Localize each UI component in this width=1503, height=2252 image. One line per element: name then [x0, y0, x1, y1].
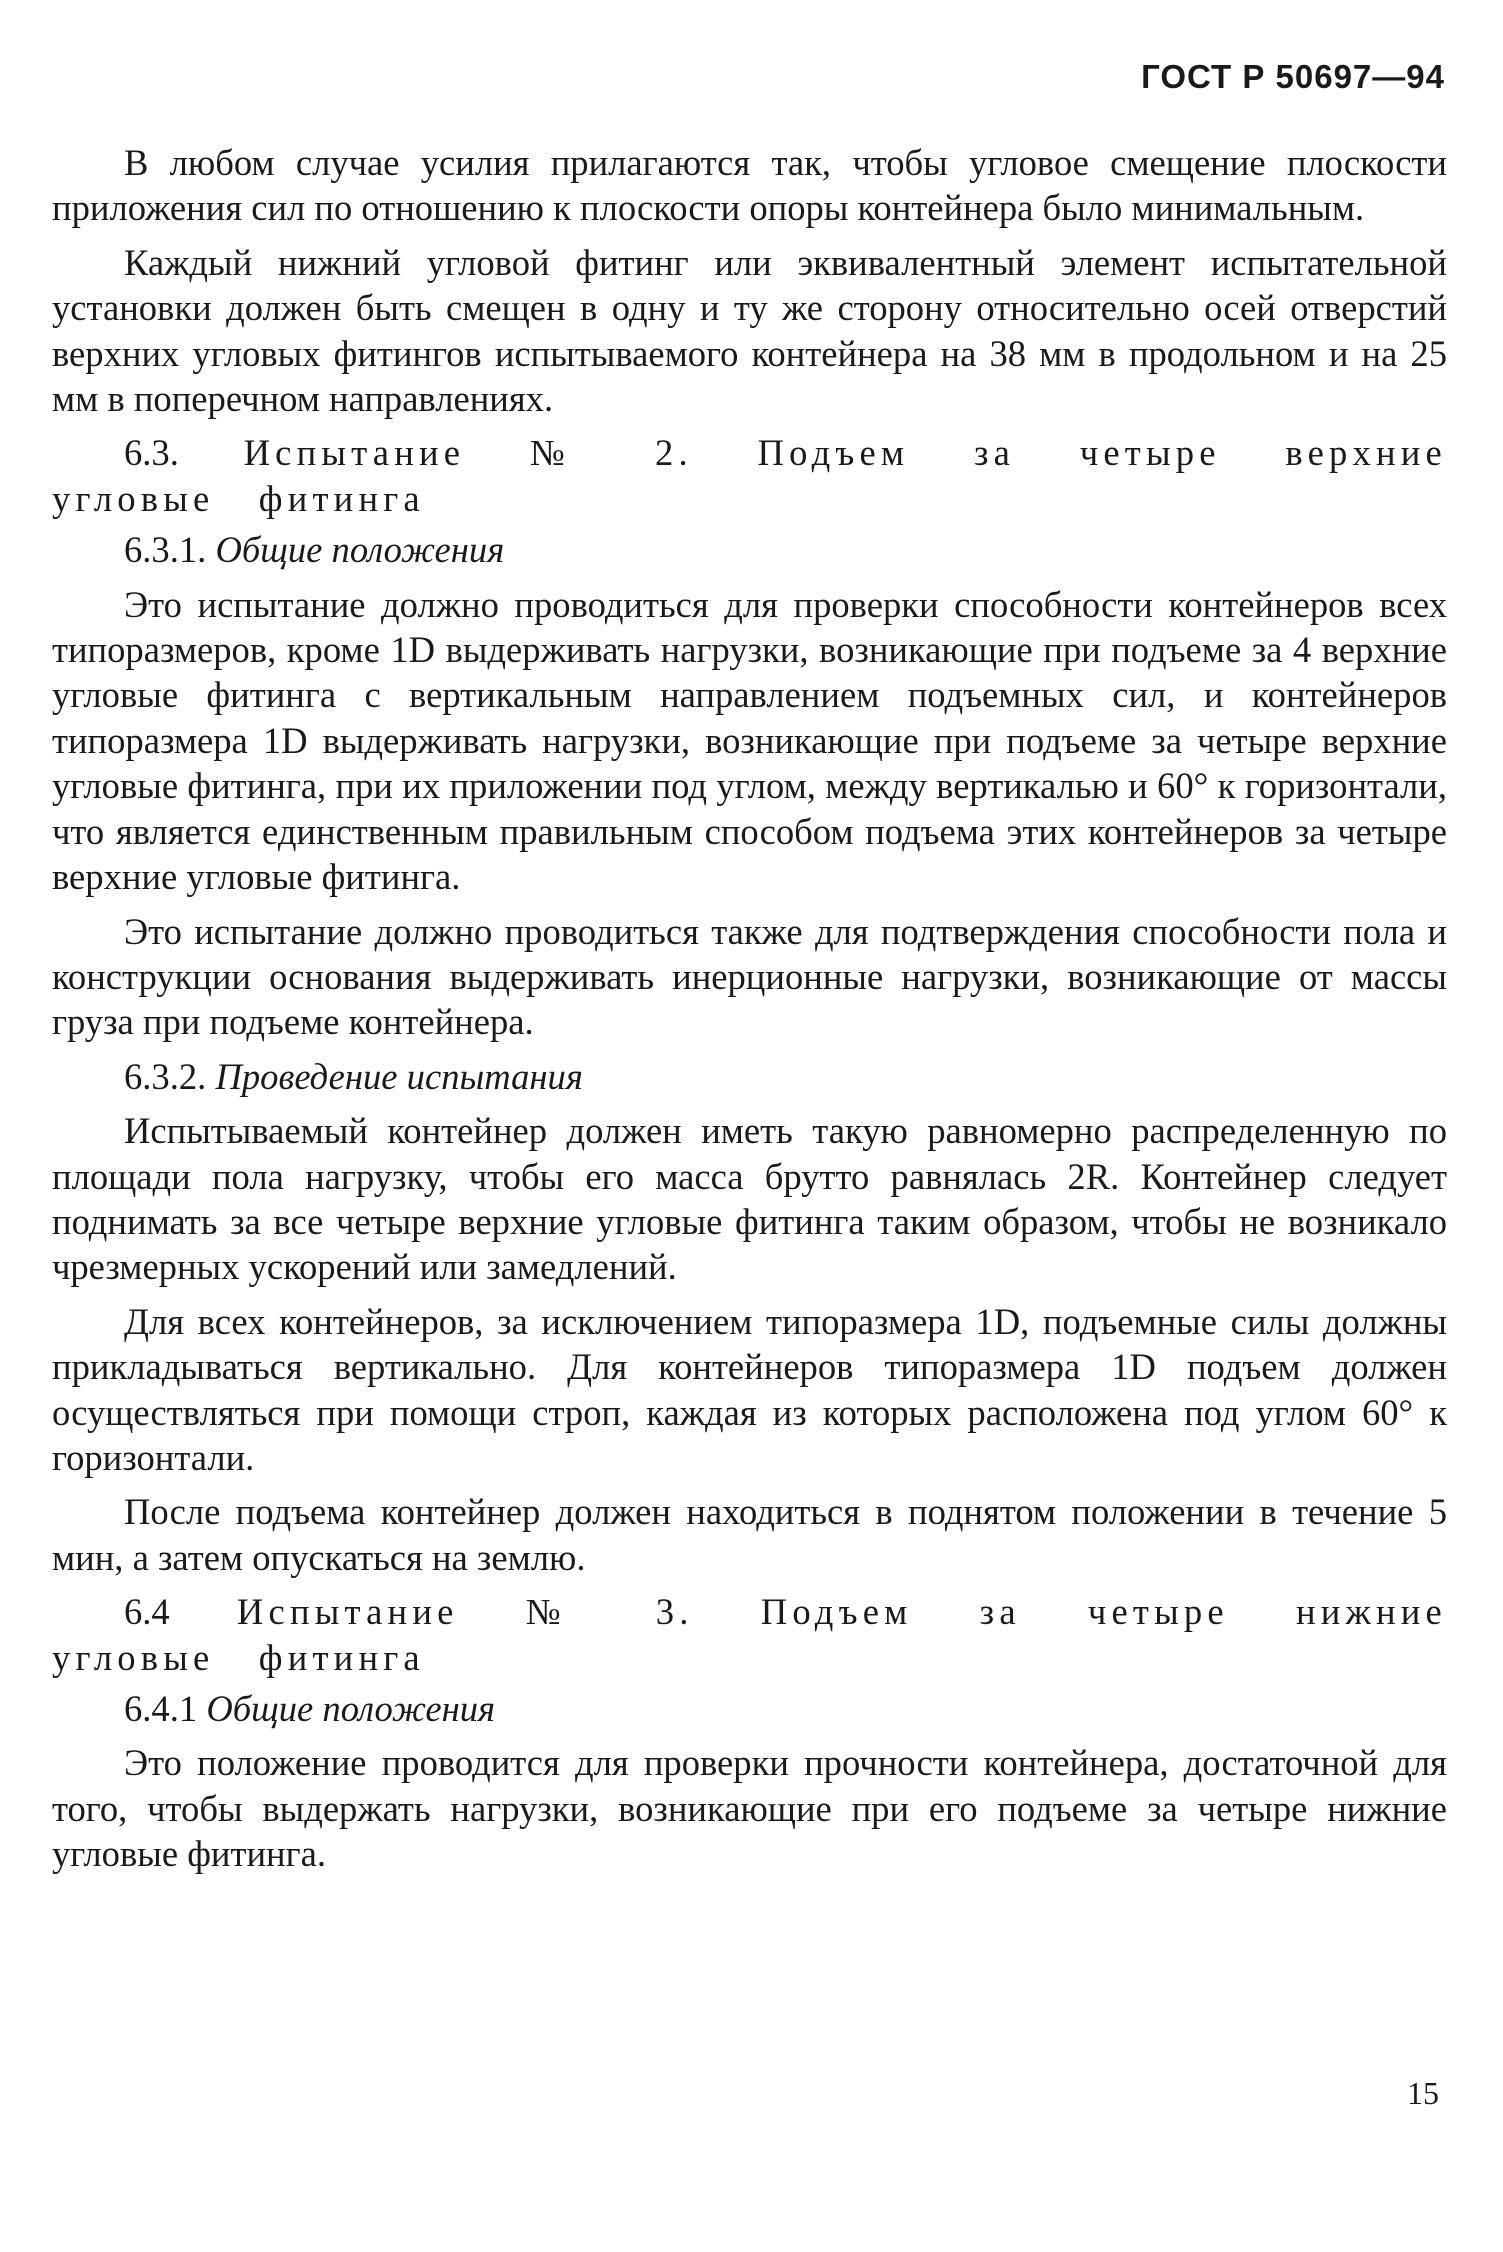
section-6-3-2-title: Проведение испытания: [215, 1055, 583, 1097]
page-number: 15: [1407, 2075, 1439, 2111]
section-6-4-title: Испытание № 3. Подъем за четыре нижние угловые фитинга: [52, 1591, 1447, 1678]
section-6-4-1-number: 6.4.1: [124, 1688, 198, 1729]
section-6-3-number: 6.3.: [124, 432, 179, 474]
paragraph-7: После подъема контейнер должен находиться в поднятом положении в течение 5 мин, а затем опускаться на землю.: [52, 1491, 1447, 1578]
paragraph-2: Каждый нижний угловой фитинг или эквивалентный элемент испытательной установки должен быть смещен в одну и ту же сторону относительно осей отверстий верхних угловых фитингов испытываемого контейнера на 38 мм в продольном и на 25 мм в поперечном направлениях.: [52, 241, 1447, 420]
section-6-3-title: Испытание № 2. Подъем за четыре верхние угловые фитинга: [52, 432, 1447, 519]
section-6-3-heading: [52, 430, 1447, 521]
section-6-4-1-title: Общие положения: [206, 1688, 496, 1729]
section-6-3-2-heading: [52, 1054, 1447, 1099]
paragraph-1: В любом случае усилия прилагаются так, чтобы угловое смещение плоскости приложения сил по отношению к плоскости опоры контейнера было минимальным.: [52, 142, 1447, 229]
paragraph-5: Испытываемый контейнер должен иметь такую равномерно распределенную по площади пола нагрузку, чтобы его масса брутто равнялась 2R. Контейнер следует поднимать за все четыре верхние угловые фитинга таким образом, чтобы не возникало чрезмерных ускорений или замедлений.: [52, 1110, 1447, 1288]
section-6-4-1-heading: [52, 1686, 1447, 1731]
paragraph-8: Это положение проводится для проверки прочности контейнера, достаточной для того, чтобы выдержать нагрузки, возникающие при его подъеме за четыре нижние угловые фитинга.: [52, 1742, 1447, 1875]
section-6-4-heading: [52, 1589, 1447, 1680]
paragraph-6: Для всех контейнеров, за исключением типоразмера 1D, подъемные силы должны прикладываться вертикально. Для контейнеров типоразмера 1D подъем должен осуществляться при помощи строп, каждая из которых расположена под углом 60° к горизонтали.: [52, 1300, 1447, 1478]
section-6-3-1-number: 6.3.1.: [124, 529, 207, 571]
section-6-3-1-title: Общие положения: [215, 529, 505, 571]
paragraph-4: Это испытание должно проводиться также для подтверждения способности пола и конструкции основания выдерживать инерционные нагрузки, возникающие от массы груза при подъеме контейнера.: [52, 910, 1447, 1043]
page-body: [52, 140, 1447, 1886]
document-number-header: ГОСТ Р 50697—94: [1141, 58, 1445, 95]
section-6-4-number: 6.4: [124, 1591, 170, 1633]
section-6-3-2-number: 6.3.2.: [124, 1055, 207, 1097]
section-6-3-1-heading: [52, 527, 1447, 572]
paragraph-3: Это испытание должно проводиться для проверки способности контейнеров всех типоразмеров, кроме 1D выдерживать нагрузки, возникающие при подъеме за 4 верхние угловые фитинга с вертикальным направлением подъемных сил, и контейнеров типоразмера 1D выдерживать нагрузки, возникающие при подъеме за четыре верхние угловые фитинга, при их приложении под углом, между вертикалью и 60° к горизонтали, что является единственным правильным способом подъема этих контейнеров за четыре верхние угловые фитинга.: [52, 583, 1447, 898]
